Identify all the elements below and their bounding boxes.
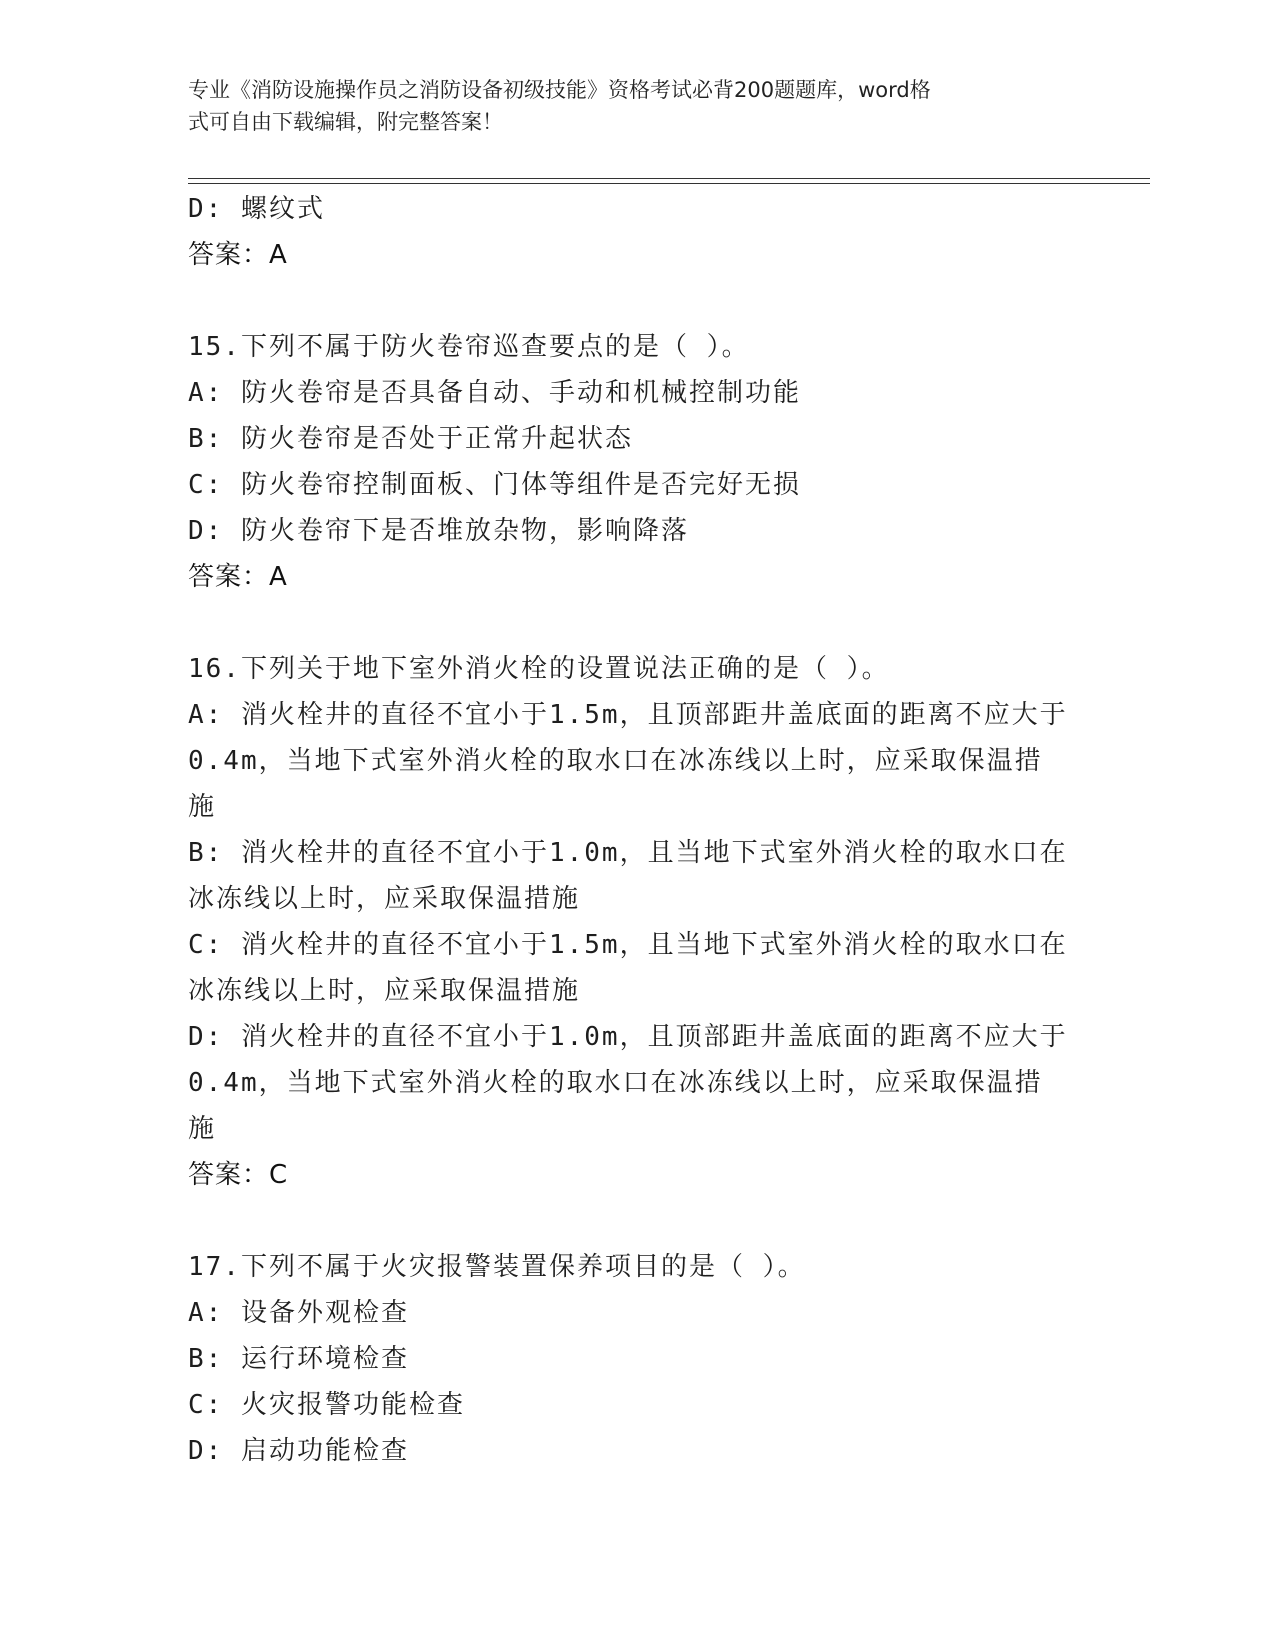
q16-option-b-line-2: 冰冻线以上时，应采取保温措施: [188, 884, 581, 914]
document-header: [188, 74, 1068, 138]
q16-option-d-line-2: 0.4m，当地下式室外消火栓的取水口在冰冻线以上时，应采取保温措: [188, 1068, 1043, 1098]
question-gap: [188, 278, 1128, 324]
q16-option-a-line-2: 0.4m，当地下式室外消火栓的取水口在冰冻线以上时，应采取保温措: [188, 746, 1043, 776]
q16-option-a-line-3: 施: [188, 792, 217, 822]
q16-option-a-line-1: A: 消火栓井的直径不宜小于1.5m，且顶部距井盖底面的距离不应大于: [188, 700, 1068, 730]
q15-option-d: D: 防火卷帘下是否堆放杂物，影响降落: [188, 516, 689, 546]
prev-question-option-d: D: 螺纹式: [188, 194, 325, 224]
q16-option-b-line-1: B: 消火栓井的直径不宜小于1.0m，且当地下式室外消火栓的取水口在: [188, 838, 1068, 868]
header-line-2: 式可自由下载编辑，附完整答案！: [188, 110, 503, 134]
q17-option-a: A: 设备外观检查: [188, 1298, 409, 1328]
q16-stem: 16.下列关于地下室外消火栓的设置说法正确的是（ ）。: [188, 654, 890, 684]
q17-option-b: B: 运行环境检查: [188, 1344, 409, 1374]
header-line-1: 专业《消防设施操作员之消防设备初级技能》资格考试必背200题题库，word格: [188, 78, 931, 102]
q17-option-c: C: 火灾报警功能检查: [188, 1390, 465, 1420]
q15-option-a: A: 防火卷帘是否具备自动、手动和机械控制功能: [188, 378, 801, 408]
q15-stem: 15.下列不属于防火卷帘巡查要点的是（ ）。: [188, 332, 750, 362]
q16-option-d-line-1: D: 消火栓井的直径不宜小于1.0m，且顶部距井盖底面的距离不应大于: [188, 1022, 1068, 1052]
q16-option-d-line-3: 施: [188, 1114, 217, 1144]
question-gap: [188, 600, 1128, 646]
q16-answer: 答案：C: [188, 1160, 289, 1190]
header-divider-bottom: [188, 183, 1150, 184]
q16-option-c-line-1: C: 消火栓井的直径不宜小于1.5m，且当地下式室外消火栓的取水口在: [188, 930, 1068, 960]
q16-option-c-line-2: 冰冻线以上时，应采取保温措施: [188, 976, 581, 1006]
q17-stem: 17.下列不属于火灾报警装置保养项目的是（ ）。: [188, 1252, 806, 1282]
q15-option-c: C: 防火卷帘控制面板、门体等组件是否完好无损: [188, 470, 801, 500]
q15-option-b: B: 防火卷帘是否处于正常升起状态: [188, 424, 633, 454]
question-list: [188, 186, 1128, 1474]
question-gap: [188, 1198, 1128, 1244]
q15-answer: 答案：A: [188, 562, 288, 592]
prev-question-answer: 答案：A: [188, 240, 288, 270]
q17-option-d: D: 启动功能检查: [188, 1436, 409, 1466]
header-divider-top: [188, 178, 1150, 179]
